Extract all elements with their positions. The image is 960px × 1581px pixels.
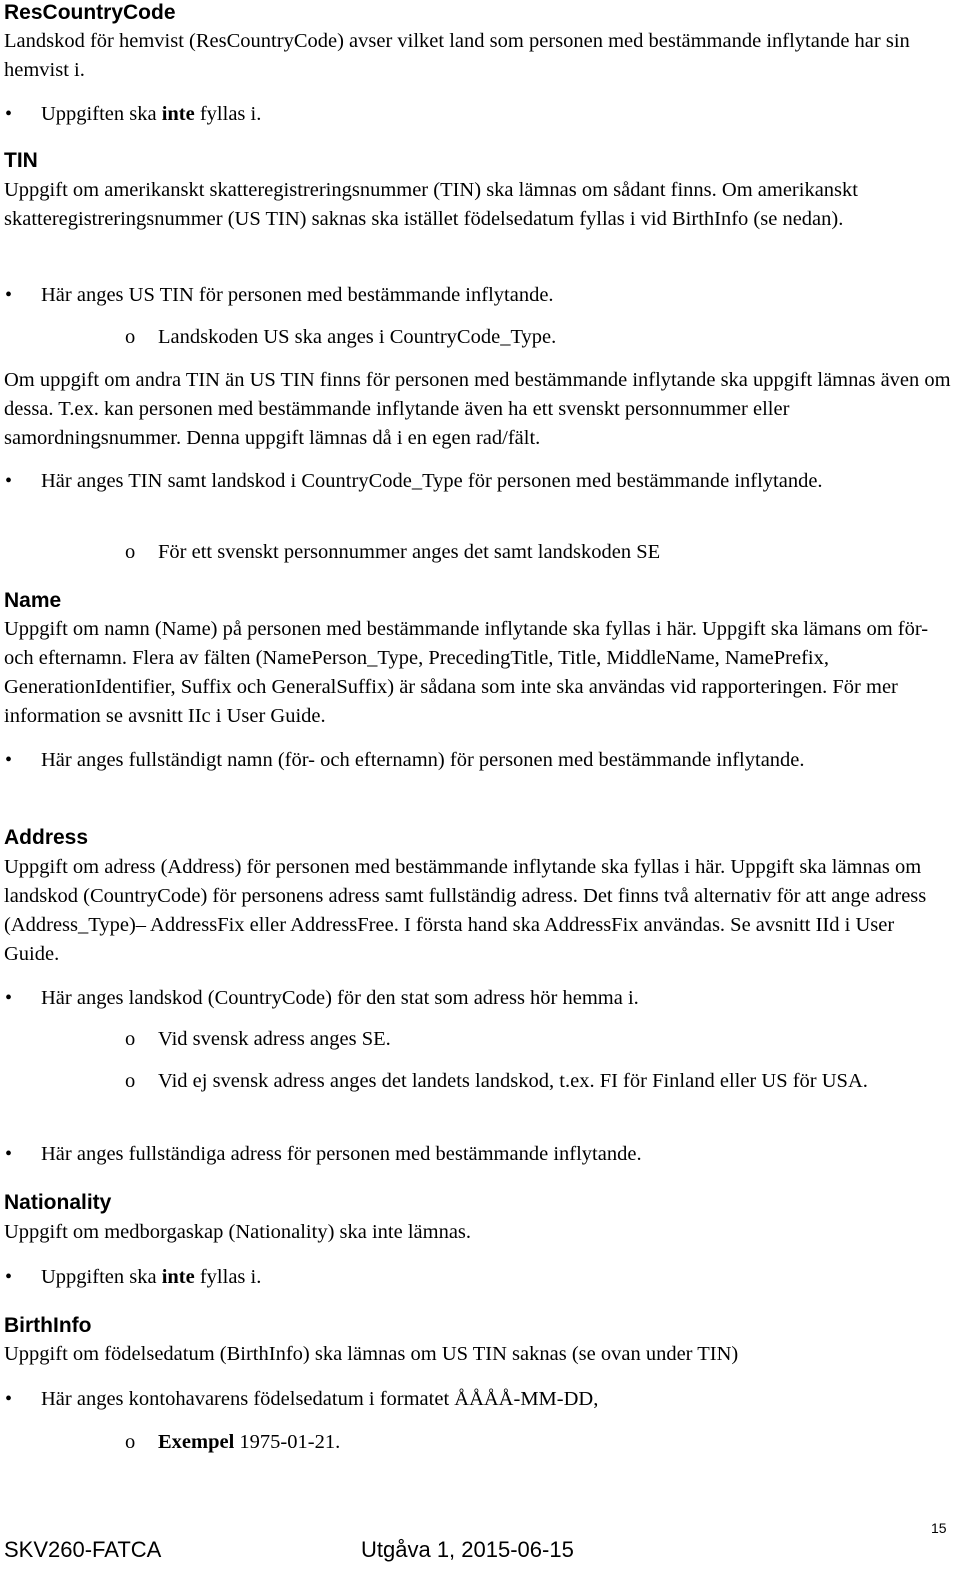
sub-list-item: o För ett svenskt personnummer anges det samt landskoden SE (125, 541, 661, 563)
paragraph-address: Uppgift om adress (Address) för personen med bestämmande inflytande ska fyllas i här. Uppgift ska lämnas om landskod (CountryCode) för personens adress samt fullständig adress. Det finns två alternativ för att ange adress (Address_Type)– AddressFix eller AddressFree. I första hand ska AddressFix användas. Se avsnitt IId i User Guide. (4, 856, 927, 965)
list-tin-2 (4, 467, 904, 496)
list-item: • Här anges fullständiga adress för personen med bestämmande inflytande. (4, 1140, 954, 1169)
list-nationality (4, 1263, 954, 1292)
page-number: 15 (931, 1520, 947, 1536)
paragraph-tin-2: Om uppgift om andra TIN än US TIN finns för personen med bestämmande inflytande ska uppgift lämnas även om dessa. T.ex. kan personen med bestämmande inflytande även ha ett svenskt personnummer eller samordningsnummer. Denna uppgift lämnas då i en egen rad/fält. (4, 369, 951, 449)
list-address-2 (4, 1140, 954, 1169)
sub-list-item: o Vid ej svensk adress anges det landets landskod, t.ex. FI för Finland eller US för USA. (125, 1070, 868, 1092)
list-item: • Här anges US TIN för personen med bestämmande inflytande. (4, 281, 954, 310)
paragraph-name: Uppgift om namn (Name) på personen med bestämmande inflytande ska fyllas i här. Uppgift ska lämans om för- och efternamn. Flera av fälten (NamePerson_Type, PrecedingTitle, Title, MiddleName, NamePrefix, GenerationIdentifier, Suffix och GeneralSuffix) är sådana som inte ska användas vid rapporteringen. För mer information se avsnitt IIc i User Guide. (4, 618, 929, 727)
list-address-1 (4, 984, 954, 1013)
sub-list-item: o Landskoden US ska anges i CountryCode_Type. (125, 326, 557, 348)
list-item: • Här anges kontohavarens födelsedatum i formatet ÅÅÅÅ-MM-DD, (4, 1385, 954, 1414)
sub-list-item: o Exempel 1975-01-21. (125, 1431, 341, 1453)
footer-document-id: SKV260-FATCA (4, 1537, 162, 1562)
list-item: • Här anges fullständigt namn (för- och efternamn) för personen med bestämmande inflytande. (4, 746, 904, 775)
heading-birthinfo: BirthInfo (4, 1314, 92, 1337)
list-item: • Uppgiften ska inte fyllas i. (4, 1263, 954, 1292)
list-item: • Här anges landskod (CountryCode) för den stat som adress hör hemma i. (4, 984, 954, 1013)
heading-tin: TIN (4, 149, 38, 172)
heading-address: Address (4, 826, 89, 849)
paragraph-tin-1: Uppgift om amerikanskt skatteregistreringsnummer (TIN) ska lämnas om sådant finns. Om amerikanskt skatteregistreringsnummer (US TIN) saknas ska istället födelsedatum fyllas i vid BirthInfo (se nedan). (4, 179, 858, 230)
footer-edition: Utgåva 1, 2015-06-15 (361, 1537, 574, 1562)
paragraph-nationality: Uppgift om medborgaskap (Nationality) ska inte lämnas. (4, 1221, 472, 1243)
list-birthinfo (4, 1385, 954, 1414)
heading-nationality: Nationality (4, 1191, 112, 1214)
paragraph-birthinfo: Uppgift om födelsedatum (BirthInfo) ska lämnas om US TIN saknas (se ovan under TIN) (4, 1343, 739, 1365)
list-rescountrycode (4, 100, 954, 129)
list-item: • Här anges TIN samt landskod i CountryCode_Type för personen med bestämmande inflytande. (4, 467, 904, 496)
list-name (4, 746, 904, 775)
paragraph-rescountrycode: Landskod för hemvist (ResCountryCode) avser vilket land som personen med bestämmande inflytande har sin hemvist i. (4, 30, 910, 81)
heading-rescountrycode: ResCountryCode (4, 1, 176, 24)
heading-name: Name (4, 589, 62, 612)
list-tin-1 (4, 281, 954, 310)
sub-list-item: o Vid svensk adress anges SE. (125, 1028, 391, 1050)
list-item: • Uppgiften ska inte fyllas i. (4, 100, 954, 129)
